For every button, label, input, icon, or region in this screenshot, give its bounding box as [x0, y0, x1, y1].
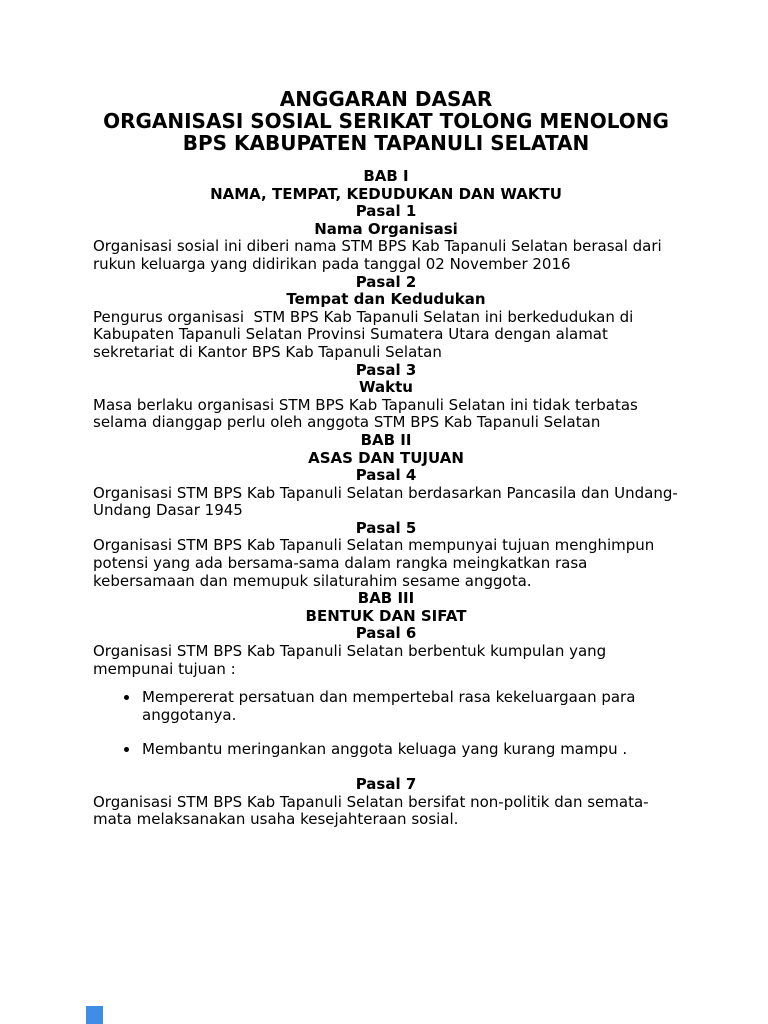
body-paragraph: Masa berlaku organisasi STM BPS Kab Tapanuli Selatan ini tidak terbatas selama dianggap perlu oleh anggota STM BPS Kab Tapanuli Selatan	[93, 395, 643, 432]
bullet-item: • Mempererat persatuan dan mempertebal rasa kekeluargaan para anggotanya.	[140, 689, 679, 724]
title-line-3: BPS KABUPATEN TAPANULI SELATAN	[182, 131, 590, 155]
section-heading: Nama Organisasi	[314, 219, 458, 238]
section-heading: BENTUK DAN SIFAT	[305, 606, 467, 625]
title-line-2: ORGANISASI SOSIAL SERIKAT TOLONG MENOLONG	[103, 109, 669, 133]
title-spacer	[93, 154, 679, 168]
body-paragraph: Organisasi STM BPS Kab Tapanuli Selatan berbentuk kumpulan yang mempunai tujuan :	[93, 642, 611, 678]
body-paragraph: Organisasi STM BPS Kab Tapanuli Selatan berdasarkan Pancasila dan Undang-Undang Dasar 1945	[93, 483, 678, 520]
section-heading: Waktu	[359, 378, 413, 397]
body-paragraph: Organisasi STM BPS Kab Tapanuli Selatan mempunyai tujuan menghimpun potensi yang ada bersama-sama dalam rangka meingkatkan rasa kebersamaan dan memupuk silaturahim sesame anggota.	[93, 536, 660, 590]
body-paragraph: Organisasi STM BPS Kab Tapanuli Selatan bersifat non-politik dan semata-mata melaksanakan usaha kesejahteraan sosial.	[93, 792, 649, 829]
section-heading: NAMA, TEMPAT, KEDUDUKAN DAN WAKTU	[210, 184, 562, 203]
bullet-list	[93, 689, 679, 759]
section-heading: Pasal 2	[355, 272, 417, 291]
section-heading: Tempat dan Kedudukan	[286, 290, 486, 309]
section-heading: BAB II	[360, 430, 412, 449]
section-heading: BAB I	[363, 167, 409, 185]
section-heading: BAB III	[357, 589, 415, 608]
title-line-1: ANGGARAN DASAR	[279, 87, 493, 111]
document-title	[93, 88, 679, 154]
document-body	[93, 168, 679, 829]
section-heading: Pasal 4	[355, 466, 417, 485]
body-paragraph: Organisasi sosial ini diberi nama STM BPS Kab Tapanuli Selatan berasal dari rukun keluarga yang didirikan pada tanggal 02 November 2016	[93, 237, 667, 273]
section-heading: Pasal 1	[355, 202, 417, 221]
document-content	[93, 88, 679, 829]
body-paragraph: Pengurus organisasi STM BPS Kab Tapanuli Selatan ini berkedudukan di Kabupaten Tapanuli Selatan Provinsi Sumatera Utara dengan alamat sekretariat di Kantor BPS Kab Tapanuli Selatan	[93, 307, 639, 361]
section-heading: Pasal 3	[355, 360, 417, 379]
bullet-item: • Membantu meringankan anggota keluaga yang kurang mampu .	[140, 741, 679, 759]
section-heading: Pasal 5	[355, 518, 417, 537]
section-heading: Pasal 7	[355, 775, 417, 793]
section-heading: ASAS DAN TUJUAN	[308, 448, 464, 467]
section-heading: Pasal 6	[355, 624, 417, 643]
next-page-fragment	[86, 1006, 103, 1024]
